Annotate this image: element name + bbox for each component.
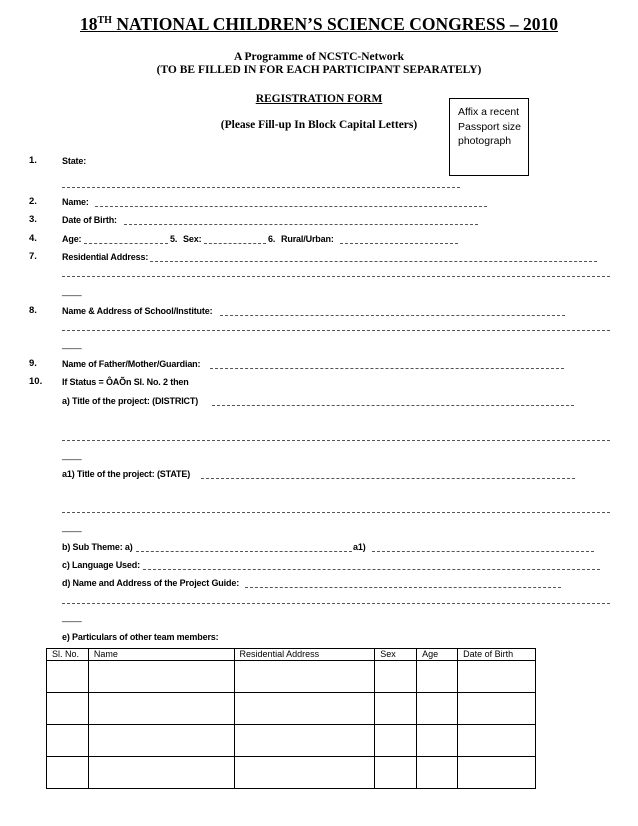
table-cell[interactable] <box>234 661 375 693</box>
instruction-line: (TO BE FILLED IN FOR EACH PARTICIPANT SEPARATELY) <box>156 64 482 76</box>
age-line[interactable] <box>84 243 168 244</box>
table-header-row <box>47 649 536 661</box>
col-name: Name <box>88 649 234 661</box>
table-cell[interactable] <box>234 757 375 789</box>
table-cell[interactable] <box>458 661 536 693</box>
field-number-2: 2. <box>29 196 37 207</box>
age-label: Age: <box>62 234 82 244</box>
table-cell[interactable] <box>234 725 375 757</box>
sub-theme-a-line[interactable] <box>136 551 352 552</box>
field-number-1: 1. <box>29 155 37 166</box>
name-line[interactable] <box>95 206 487 207</box>
state-label: State: <box>62 156 87 166</box>
school-line-cont: ____ <box>62 339 82 349</box>
table-row <box>47 757 536 789</box>
table-cell[interactable] <box>458 757 536 789</box>
name-label: Name: <box>62 197 89 207</box>
table-cell[interactable] <box>88 661 234 693</box>
table-cell[interactable] <box>417 725 458 757</box>
table-cell[interactable] <box>88 725 234 757</box>
project-state-label: a1) Title of the project: (STATE) <box>62 469 191 479</box>
guide-label: d) Name and Address of the Project Guide: <box>62 578 240 588</box>
sub-theme-a1-line[interactable] <box>372 551 594 552</box>
table-cell[interactable] <box>47 693 89 725</box>
language-label: c) Language Used: <box>62 560 140 570</box>
field-number-8: 8. <box>29 305 37 316</box>
table-cell[interactable] <box>417 693 458 725</box>
sub-theme-label: b) Sub Theme: a) <box>62 542 133 552</box>
field-number-9: 9. <box>29 358 37 369</box>
project-district-line-1[interactable] <box>212 405 574 406</box>
table-cell[interactable] <box>234 693 375 725</box>
photo-line-3: photograph <box>458 135 512 147</box>
table-cell[interactable] <box>417 661 458 693</box>
table-cell[interactable] <box>375 725 417 757</box>
col-sex: Sex <box>375 649 417 661</box>
field-number-3: 3. <box>29 214 37 225</box>
project-state-line-2[interactable] <box>62 512 610 513</box>
team-members-label: e) Particulars of other team members: <box>62 632 219 642</box>
table-cell[interactable] <box>88 693 234 725</box>
photo-box <box>449 98 529 176</box>
residential-label: Residential Address: <box>62 252 149 262</box>
table-cell[interactable] <box>375 693 417 725</box>
project-district-label: a) Title of the project: (DISTRICT) <box>62 396 199 406</box>
guardian-line[interactable] <box>210 368 564 369</box>
table-cell[interactable] <box>88 757 234 789</box>
guide-line-cont: ____ <box>62 612 82 622</box>
sub-theme-a1-label: a1) <box>353 542 366 552</box>
residential-line-1[interactable] <box>150 261 597 262</box>
residential-line-cont: ____ <box>62 286 82 296</box>
team-members-table <box>46 648 536 789</box>
project-district-line-2[interactable] <box>62 440 610 441</box>
col-age: Age <box>417 649 458 661</box>
table-cell[interactable] <box>47 661 89 693</box>
sex-line[interactable] <box>204 243 266 244</box>
table-cell[interactable] <box>375 757 417 789</box>
table-row <box>47 725 536 757</box>
language-line[interactable] <box>143 569 600 570</box>
table-row <box>47 693 536 725</box>
table-cell[interactable] <box>47 757 89 789</box>
photo-line-1: Affix a recent <box>458 106 520 118</box>
school-line-2[interactable] <box>62 330 610 331</box>
status-label: If Status = ÔAÕn Sl. No. 2 then <box>62 377 189 387</box>
school-label: Name & Address of School/Institute: <box>62 306 213 316</box>
rural-urban-line[interactable] <box>340 243 458 244</box>
field-number-5: 5. <box>170 234 178 244</box>
state-line[interactable] <box>62 187 460 188</box>
school-line-1[interactable] <box>220 315 565 316</box>
form-main-title: 18TH NATIONAL CHILDREN’S SCIENCE CONGRESS – 2010 <box>80 14 558 34</box>
guardian-label: Name of Father/Mother/Guardian: <box>62 359 201 369</box>
residential-line-2[interactable] <box>62 276 610 277</box>
registration-form-heading: REGISTRATION FORM <box>255 93 383 105</box>
programme-line: A Programme of NCSTC-Network <box>233 51 405 63</box>
sex-label: Sex: <box>183 234 202 244</box>
col-sl-no: Sl. No. <box>47 649 89 661</box>
table-cell[interactable] <box>458 693 536 725</box>
col-date-of-birth: Date of Birth <box>458 649 536 661</box>
field-number-10: 10. <box>29 376 43 387</box>
field-number-7: 7. <box>29 251 37 262</box>
table-cell[interactable] <box>417 757 458 789</box>
project-district-cont: ____ <box>62 450 82 460</box>
block-capital-note: (Please Fill-up In Block Capital Letters) <box>220 119 418 131</box>
dob-line[interactable] <box>124 224 478 225</box>
table-cell[interactable] <box>375 661 417 693</box>
field-number-6: 6. <box>268 234 276 244</box>
rural-urban-label: Rural/Urban: <box>281 234 334 244</box>
guide-line-2[interactable] <box>62 603 610 604</box>
col-residential-address: Residential Address <box>234 649 375 661</box>
dob-label: Date of Birth: <box>62 215 117 225</box>
project-state-cont: ____ <box>62 522 82 532</box>
guide-line-1[interactable] <box>245 587 561 588</box>
table-cell[interactable] <box>458 725 536 757</box>
table-row <box>47 661 536 693</box>
project-state-line-1[interactable] <box>201 478 575 479</box>
photo-line-2: Passport size <box>458 120 522 133</box>
field-number-4: 4. <box>29 233 37 244</box>
table-cell[interactable] <box>47 725 89 757</box>
